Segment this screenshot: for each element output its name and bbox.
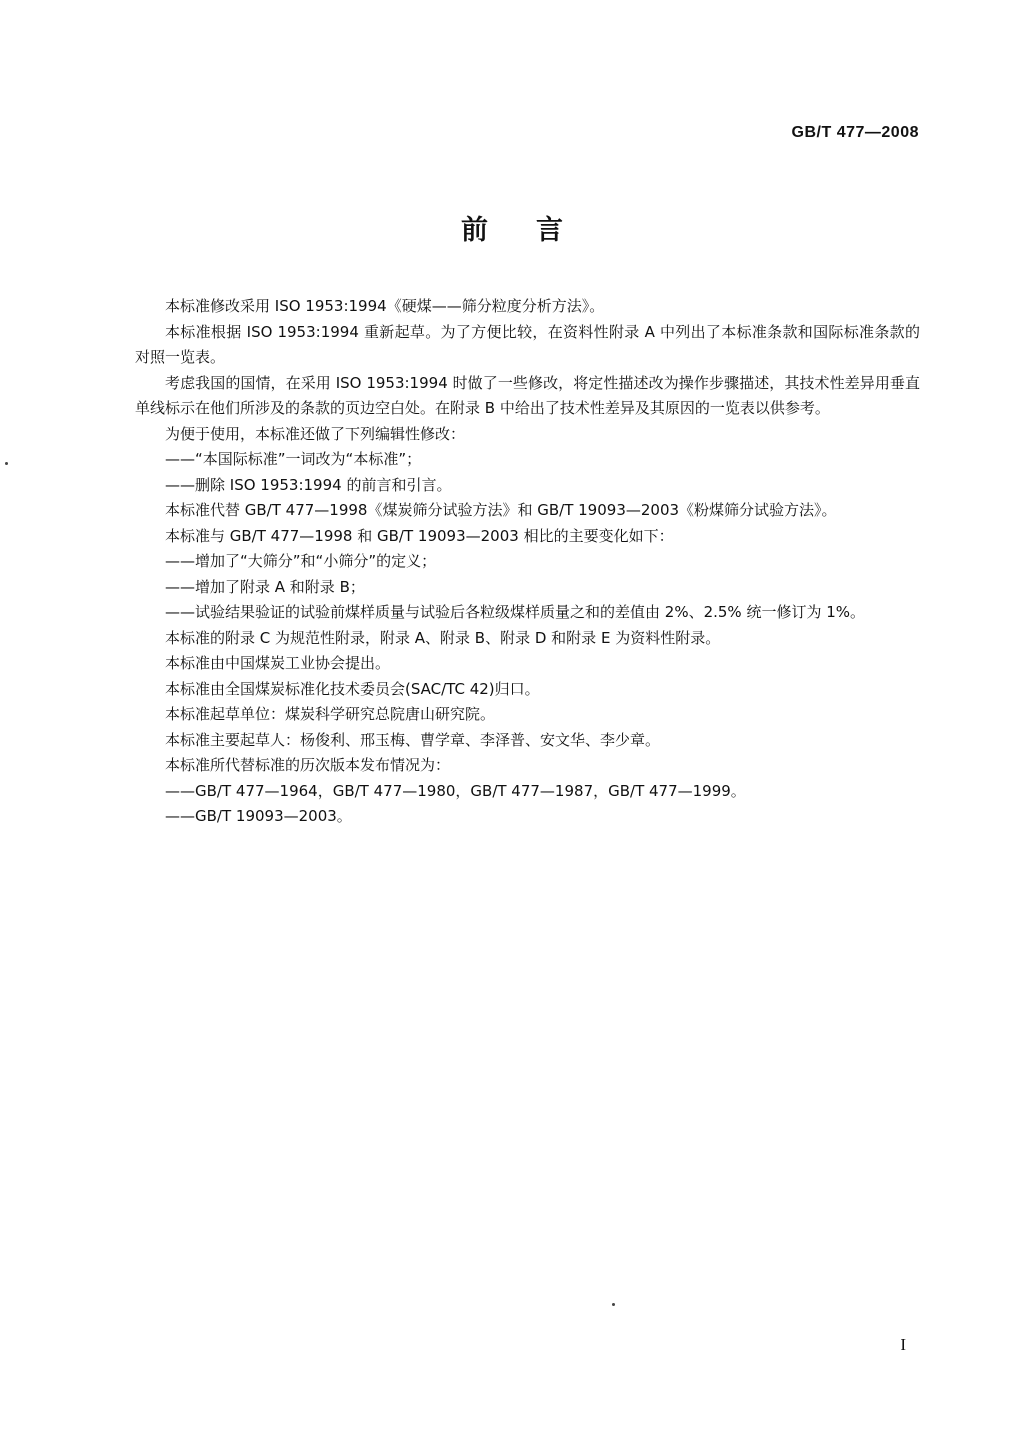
paragraph: 本标准根据 ISO 1953:1994 重新起草。为了方便比较，在资料性附录 A 中列出了本标准条款和国际标准条款的对照一览表。 [135,322,920,366]
foreword-body [135,294,920,830]
page-title: 前言 [461,215,611,246]
paragraph: 本标准的附录 C 为规范性附录，附录 A、附录 B、附录 D 和附录 E 为资料性附录。 [165,628,721,647]
paragraph: 本标准由中国煤炭工业协会提出。 [165,654,391,672]
scan-speck [612,1303,615,1306]
list-item: ——GB/T 477—1964，GB/T 477—1980，GB/T 477—1987，GB/T 477—1999。 [165,781,746,800]
list-item: ——增加了“大筛分”和“小筛分”的定义； [165,552,437,570]
list-item: ——“本国际标准”一词改为“本标准”； [165,450,422,468]
paragraph: 本标准由全国煤炭标准化技术委员会(SAC/TC 42)归口。 [165,679,540,698]
paragraph: 考虑我国的国情，在采用 ISO 1953:1994 时做了一些修改，将定性描述改为操作步骤描述，其技术性差异用垂直单线标示在他们所涉及的条款的页边空白处。在附录 B 中给出了技术性差异及其原因的一览表以供参考。 [135,373,920,417]
standard-code: GB/T 477—2008 [791,124,919,141]
paragraph: 本标准代替 GB/T 477—1998《煤炭筛分试验方法》和 GB/T 19093—2003《粉煤筛分试验方法》。 [165,501,837,519]
list-item: ——试验结果验证的试验前煤样质量与试验后各粒级煤样质量之和的差值由 2%、2.5% 统一修订为 1%。 [165,603,866,621]
paragraph: 本标准起草单位：煤炭科学研究总院唐山研究院。 [165,705,496,723]
paragraph: 本标准修改采用 ISO 1953:1994《硬煤——筛分粒度分析方法》。 [165,297,605,315]
list-item: ——增加了附录 A 和附录 B； [165,577,365,596]
paragraph: 为便于使用，本标准还做了下列编辑性修改： [165,424,466,443]
scan-speck [5,462,8,465]
list-item: ——GB/T 19093—2003。 [165,807,352,825]
paragraph: 本标准与 GB/T 477—1998 和 GB/T 19093—2003 相比的主要变化如下： [165,526,674,545]
paragraph: 本标准主要起草人：杨俊利、邢玉梅、曹学章、李泽普、安文华、李少章。 [165,730,661,749]
paragraph: 本标准所代替标准的历次版本发布情况为： [165,756,451,774]
list-item: ——删除 ISO 1953:1994 的前言和引言。 [165,475,452,494]
page-number: I [900,1335,906,1354]
